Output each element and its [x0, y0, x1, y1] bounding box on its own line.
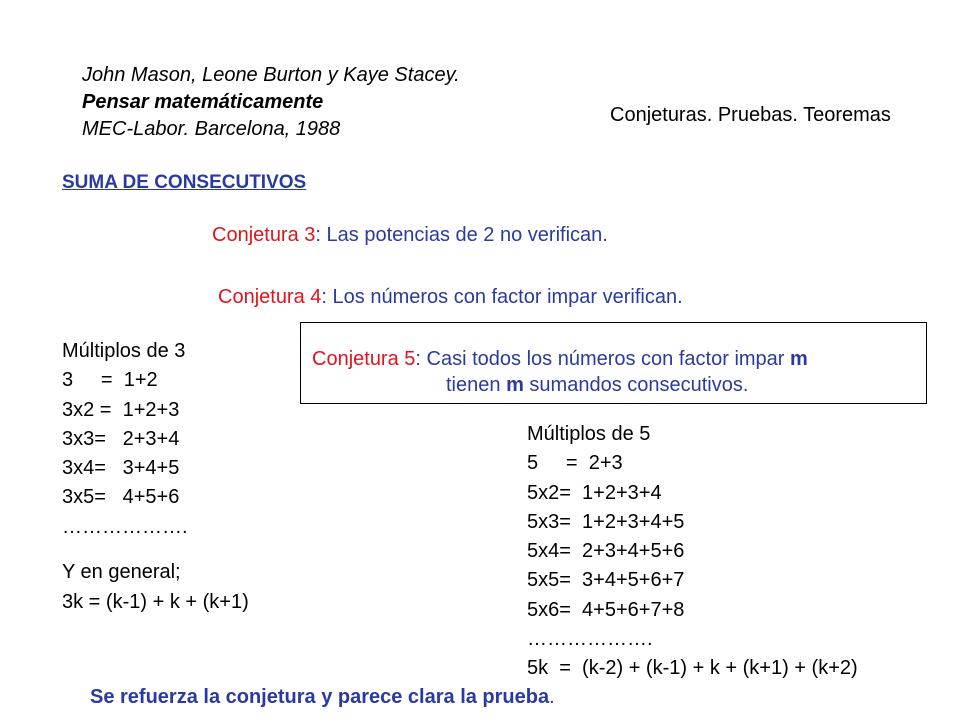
conjecture-3-label: Conjetura 3: [212, 224, 316, 246]
list-item: 5x4= 2+3+4+5+6: [527, 540, 685, 563]
bibliographic-reference: [82, 62, 460, 143]
list-item: 3x3= 2+3+4: [62, 427, 180, 450]
multiples-of-5-heading: Múltiplos de 5: [527, 423, 651, 445]
multiples-of-3-list: [62, 337, 188, 542]
conjecture-5-line-1: [312, 346, 808, 372]
conjecture-5-variable-m: m: [506, 374, 524, 396]
section-title: SUMA DE CONSECUTIVOS: [62, 172, 307, 193]
reference-publisher: MEC-Labor. Barcelona, 1988: [82, 118, 341, 140]
conjecture-4-text: : Los números con factor impar verifican.: [321, 286, 683, 308]
conjecture-5-text-2: tienen: [446, 374, 507, 396]
list-item: 5x5= 3+4+5+6+7: [527, 569, 685, 592]
multiples-of-3-heading: Múltiplos de 3: [62, 340, 186, 362]
general-heading: Y en general;: [62, 561, 181, 583]
multiples-of-5-list: [527, 420, 858, 684]
conjecture-5-label: Conjetura 5: [312, 348, 416, 370]
conclusion: [90, 686, 555, 709]
list-item: 5x3= 1+2+3+4+5: [527, 510, 685, 533]
list-item: ……………….: [62, 515, 188, 538]
conjecture-4-label: Conjetura 4: [218, 286, 322, 308]
list-item: 5 = 2+3: [527, 452, 623, 475]
list-item: 3x5= 4+5+6: [62, 486, 180, 509]
list-item: 3 = 1+2: [62, 369, 158, 392]
conjecture-3: [212, 224, 608, 247]
reference-title: Pensar matemáticamente: [82, 91, 324, 113]
list-item: 5x2= 1+2+3+4: [527, 481, 662, 504]
list-item: 5x6= 4+5+6+7+8: [527, 598, 685, 621]
list-item: 5k = (k-2) + (k-1) + k + (k+1) + (k+2): [527, 657, 858, 680]
conclusion-period: .: [549, 686, 555, 708]
reference-authors: John Mason, Leone Burton y Kaye Stacey.: [82, 64, 460, 86]
conjecture-5-text-1: : Casi todos los números con factor impar: [415, 348, 791, 370]
list-item: 3x4= 3+4+5: [62, 457, 180, 480]
conjecture-3-text: : Las potencias de 2 no verifican.: [315, 224, 608, 246]
conjecture-5: [312, 346, 808, 398]
conclusion-text: Se refuerza la conjetura y parece clara la prueba: [90, 686, 550, 708]
general-formula: 3k = (k-1) + k + (k+1): [62, 590, 249, 613]
list-item: 3x2 = 1+2+3: [62, 398, 180, 421]
topic-heading: Conjeturas. Pruebas. Teoremas: [610, 104, 891, 126]
conjecture-5-line-2: [312, 372, 808, 398]
conjecture-5-variable-m: m: [790, 348, 808, 370]
conjecture-5-text-3: sumandos consecutivos.: [523, 374, 749, 396]
general-case: [62, 558, 249, 617]
list-item: ……………….: [527, 628, 653, 651]
conjecture-4: [218, 286, 683, 309]
